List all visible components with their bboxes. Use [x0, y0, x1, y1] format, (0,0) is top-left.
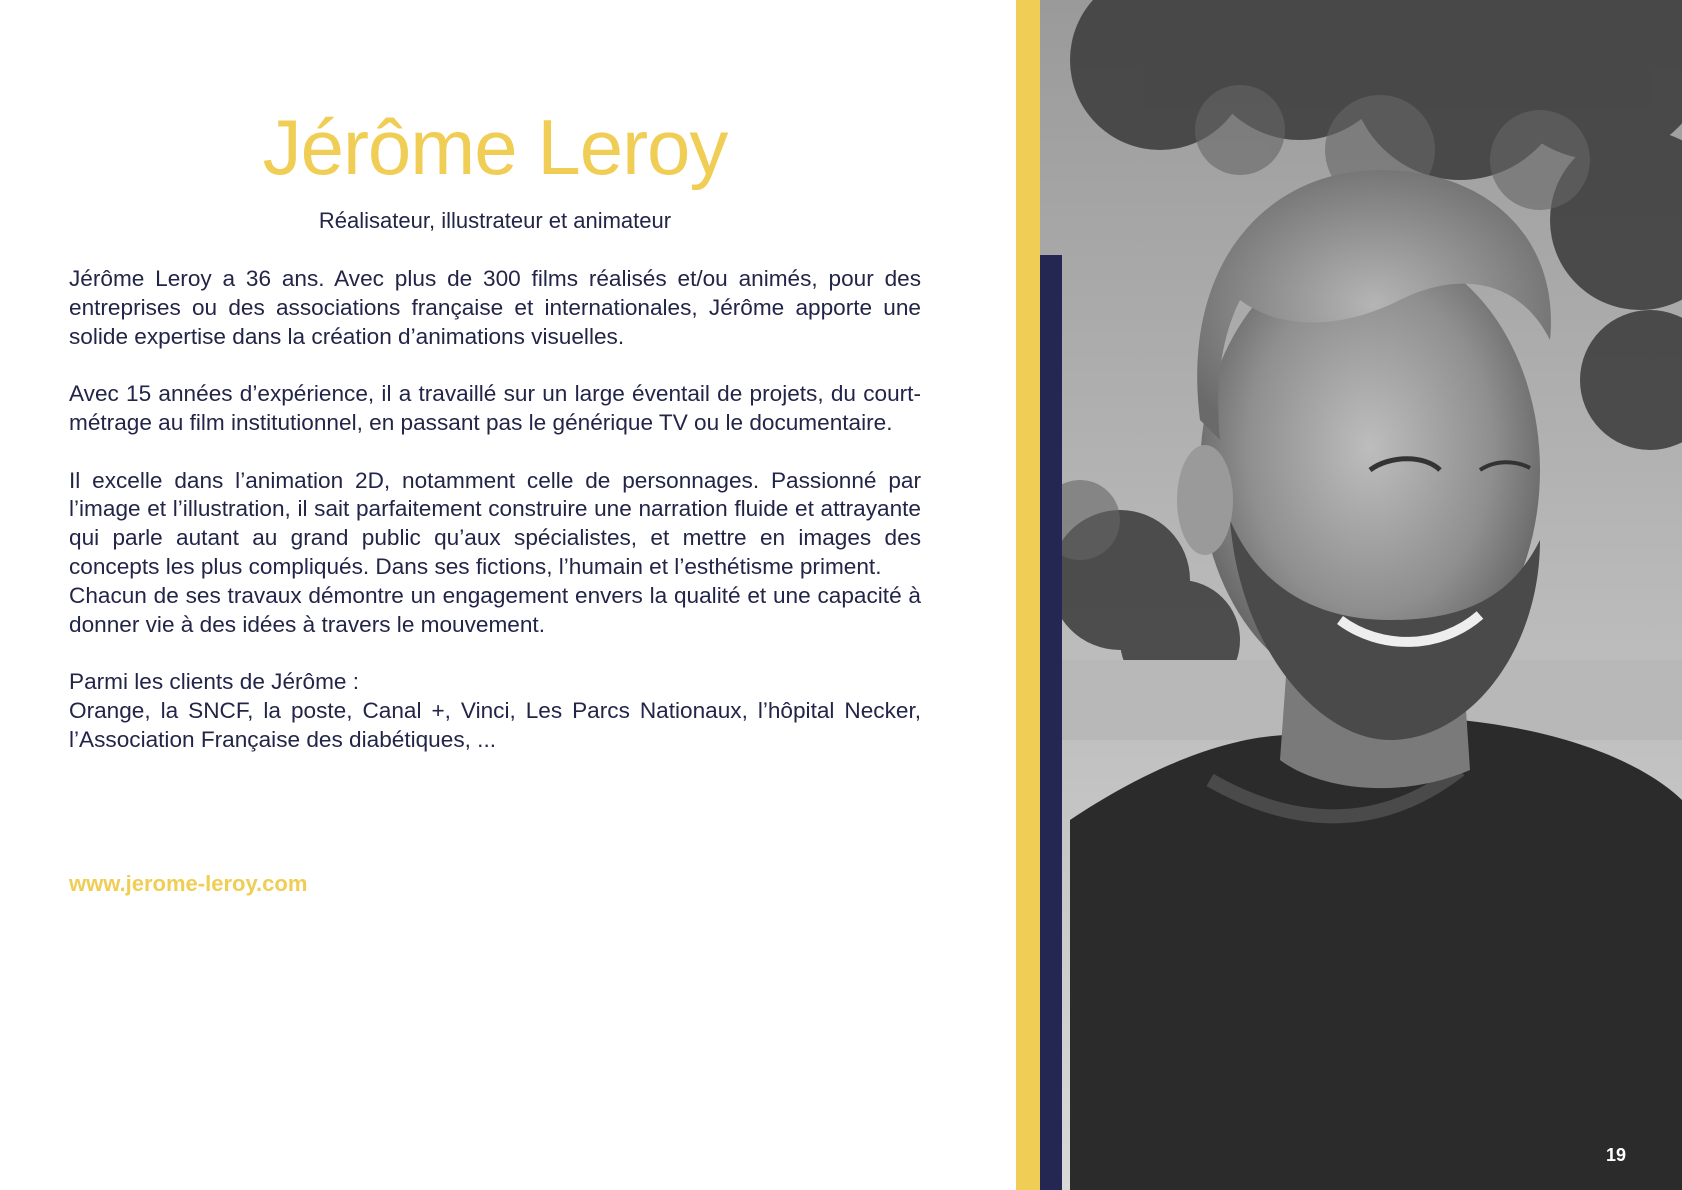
portrait-illustration [1040, 0, 1682, 1190]
bio-paragraph-1: Jérôme Leroy a 36 ans. Avec plus de 300 films réalisés et/ou animés, pour des entreprises ou des associations française et internationales, Jérôme apporte une solide expertise dans la création d’animations visuelles. [69, 266, 921, 349]
clients-list: Orange, la SNCF, la poste, Canal +, Vinci, Les Parcs Nationaux, l’hôpital Necker, l’Association Française des diabétiques, ... [69, 697, 921, 752]
page-title: Jérôme Leroy [262, 103, 728, 191]
bio-paragraph-4: Chacun de ses travaux démontre un engagement envers la qualité et une capacité à donner vie à des idées à travers le mouvement. [69, 582, 921, 637]
yellow-accent-bar [1016, 0, 1040, 1190]
navy-accent-bar [1040, 255, 1062, 1190]
clients-intro: Parmi les clients de Jérôme : [69, 669, 360, 695]
website-link[interactable]: www.jerome-leroy.com [69, 871, 308, 896]
page-number: 19 [1605, 1145, 1626, 1165]
subtitle: Réalisateur, illustrateur et animateur [318, 208, 672, 233]
bio-paragraph-3: Il excelle dans l’animation 2D, notamment celle de personnages. Passionné par l’image et l’illustration, il sait parfaitement construire une narration fluide et attrayante qui parle autant au grand public qu’aux spécialistes, et mettre en images des concepts les plus compliqués. Dans ses fictions, l’humain et l’esthétisme priment. [69, 467, 921, 579]
bio-text [69, 265, 921, 755]
bio-paragraph-2: Avec 15 années d’expérience, il a travaillé sur un large éventail de projets, du court-métrage au film institutionnel, en passant pas le générique TV ou le documentaire. [69, 381, 921, 435]
portrait-photo [1040, 0, 1682, 1190]
